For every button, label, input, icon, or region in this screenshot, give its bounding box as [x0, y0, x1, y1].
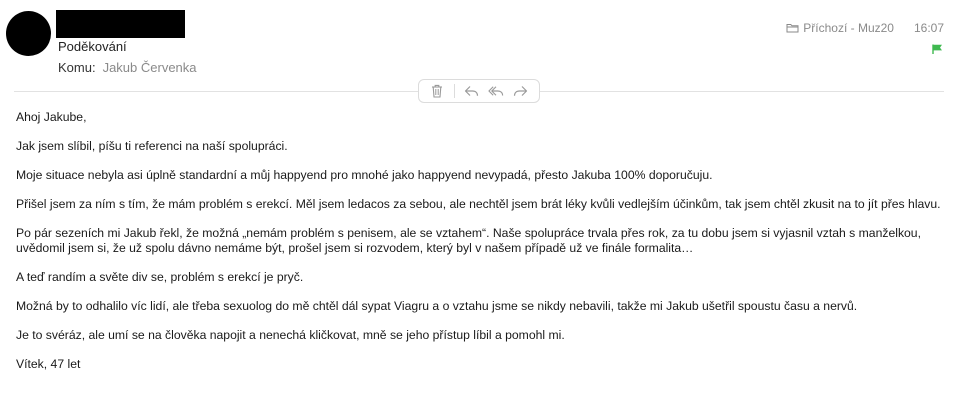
message-toolbar	[418, 79, 540, 103]
toolbar-separator	[454, 84, 455, 98]
trash-icon[interactable]	[429, 83, 445, 99]
message-paragraph: Přišel jsem za ním s tím, že mám problém s erekcí. Měl jsem ledacos za sebou, ale nechtěl jsem brát léky kvůli vedlejším účinkům, tak jsem chtěl zkusit na to jít přes hlavu.	[16, 197, 941, 211]
message-paragraph: Možná by to odhalilo víc lidí, ale třeba sexuolog do mě chtěl dál sypat Viagru a o vztahu jsme se nikdy nebavili, takže mi Jakub ušetřil spoustu času a nervů.	[16, 299, 858, 313]
message-paragraph: A teď randím a světe div se, problém s erekcí je pryč.	[16, 270, 304, 284]
sender-name-redacted	[56, 10, 185, 38]
folder-icon	[786, 23, 799, 33]
email-meta	[786, 21, 944, 35]
message-paragraph: Po pár sezeních mi Jakub řekl, že možná „nemám problém s penisem, ale se vztahem“. Naše spolupráce trvala přes rok, za tu dobu jsem si vyjasnil vztah s manželkou, uvědomil jsem si, že už spolu dávno nemáme být, prošel jsem si rozvodem, který byl v našem případě už ve finále formalita…	[16, 226, 921, 255]
sender-avatar	[6, 11, 51, 56]
message-signature: Vítek, 47 let	[16, 357, 81, 371]
message-paragraph: Ahoj Jakube,	[16, 110, 87, 124]
message-paragraph: Moje situace nebyla asi úplně standardní a můj happyend pro mnohé jako happyend nevypadá, přesto Jakuba 100% doporučuju.	[16, 168, 713, 182]
email-subject: Poděkování	[58, 39, 127, 54]
forward-icon[interactable]	[513, 83, 529, 99]
recipient-row	[58, 60, 197, 75]
reply-all-icon[interactable]	[488, 83, 504, 99]
message-body	[16, 110, 951, 386]
message-paragraph: Jak jsem slíbil, píšu ti referenci na naší spolupráci.	[16, 139, 288, 153]
reply-icon[interactable]	[463, 83, 479, 99]
recipient-label: Komu:	[58, 60, 96, 75]
folder-name[interactable]: Příchozí - Muz20	[803, 21, 894, 35]
received-time: 16:07	[913, 21, 944, 35]
message-paragraph: Je to svéráz, ale umí se na člověka napojit a nenechá kličkovat, mně se jeho přístup líbil a pomohl mi.	[16, 328, 565, 342]
recipient-name[interactable]: Jakub Červenka	[102, 60, 197, 75]
flag-icon[interactable]	[932, 41, 943, 51]
